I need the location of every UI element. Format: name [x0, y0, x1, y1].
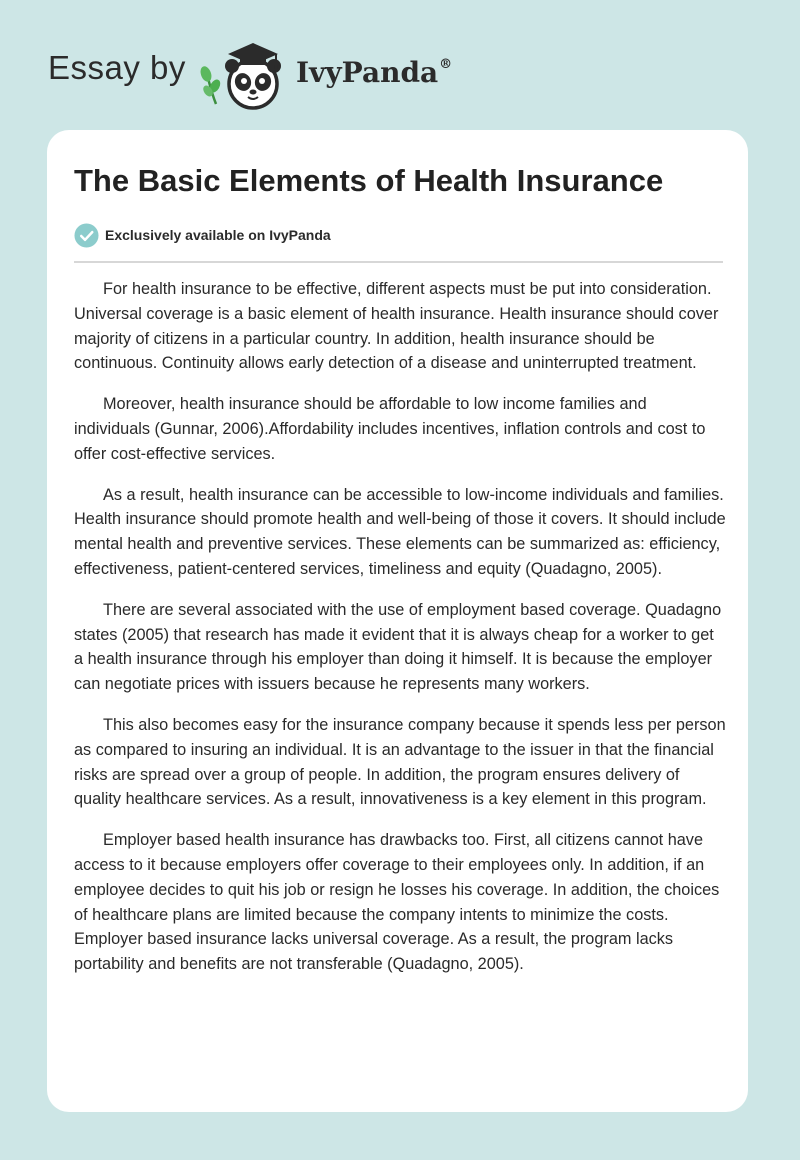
brand-name[interactable]	[296, 56, 452, 89]
essay-card	[47, 130, 748, 1112]
paragraph: There are several associated with the use of employment based coverage. Quadagno states (2005) that research has made it evident that it is always cheap for a worker to get a health insurance through his employer than doing it himself. It is because the employer can negotiate prices with issuers because he represents many workers.	[74, 600, 722, 694]
essay-body	[74, 277, 726, 993]
check-circle-icon	[74, 223, 99, 248]
divider	[74, 261, 723, 263]
page-title: The Basic Elements of Health Insurance	[74, 163, 664, 198]
panda-graduate-logo-icon[interactable]	[198, 34, 298, 112]
paragraph: For health insurance to be effective, different aspects must be put into consideration. Universal coverage is a basic element of health insurance. Health insurance should cover majority of citizens in a particular country. In addition, health insurance should be continuous. Continuity allows early detection of a disease and uninterrupted treatment.	[74, 280, 719, 373]
essay-by-label: Essay by	[48, 49, 186, 86]
brand-name-text: IvyPanda	[296, 56, 439, 89]
badge-text: Exclusively available on IvyPanda	[105, 227, 331, 243]
paragraph: This also becomes easy for the insurance company because it spends less per person as compared to insuring an individual. It is an advantage to the issuer in that the financial risks are spread over a group of people. In addition, the program ensures delivery of quality healthcare services. As a result, innovativeness is a key element in this program.	[74, 715, 726, 809]
paragraph: Moreover, health insurance should be affordable to low income families and individuals (Gunnar, 2006).Affordability includes incentives, inflation controls and cost to offer cost-effective services.	[74, 395, 706, 463]
registered-mark: ®	[439, 56, 453, 72]
exclusive-badge	[74, 222, 331, 248]
paragraph: Employer based health insurance has drawbacks too. First, all citizens cannot have access to it because employers offer coverage to their employees only. In addition, if an employee decides to quit his job or resign he losses his coverage. In addition, the choices of healthcare plans are limited because the company intents to minimize the costs. Employer based insurance lacks universal coverage. As a result, the program lacks portability and benefits are not transferable (Quadagno, 2005).	[74, 831, 720, 974]
paragraph: As a result, health insurance can be accessible to low-income individuals and families. Health insurance should promote health and well-being of those it covers. It should include mental health and preventive services. These elements can be summarized as: efficiency, effectiveness, patient-centered services, timeliness and equity (Quadagno, 2005).	[74, 485, 726, 578]
site-header	[0, 0, 800, 130]
